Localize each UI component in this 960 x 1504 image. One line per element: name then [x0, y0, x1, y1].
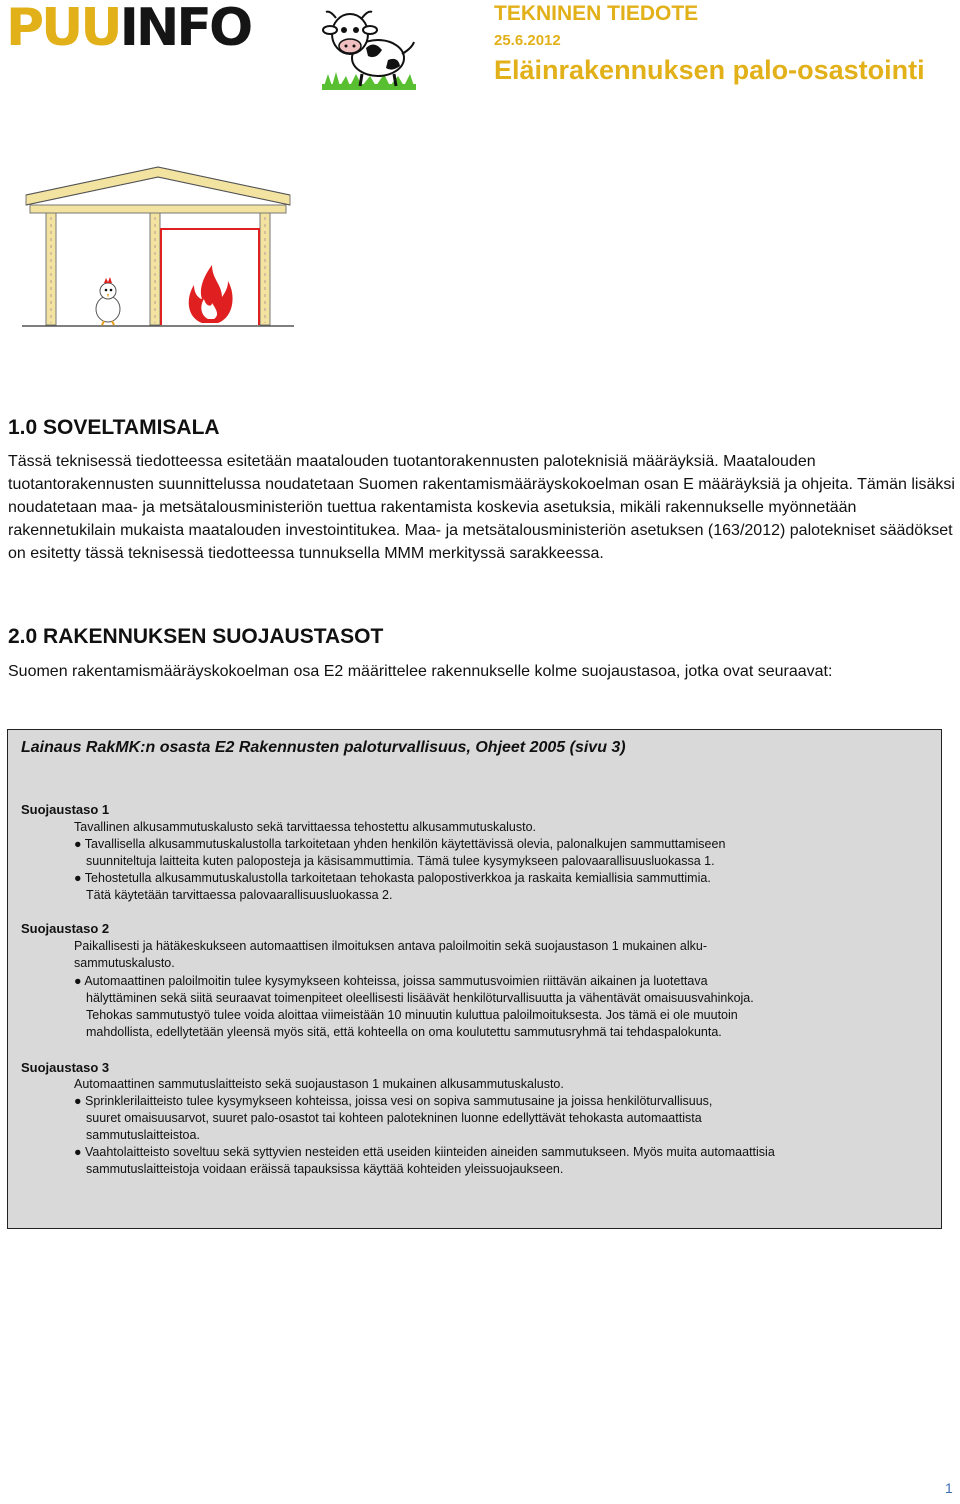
level-1-line: Tavallinen alkusammutuskalusto sekä tarvittaessa tehostettu alkusammutuskalusto. [74, 820, 537, 834]
level-2-line: hälyttäminen sekä siitä seuraavat toimenpiteet oleellisesti lisäävät henkilöturvallisuutta ja vähentävät omaisuusvahinkoja. [86, 991, 754, 1005]
level-1-line: ● Tavallisella alkusammutuskalustolla tarkoitetaan yhden henkilön käytettävissä olevia, palonalkujen sammuttamiseen [74, 837, 726, 851]
level-2-title: Suojaustaso 2 [21, 921, 110, 936]
section-2-heading: 2.0 RAKENNUKSEN SUOJAUSTASOT [8, 625, 384, 648]
document-date: 25.6.2012 [494, 32, 561, 49]
cow-mascot-icon [318, 2, 418, 96]
flame-icon [189, 265, 233, 323]
section-1-heading: 1.0 SOVELTAMISALA [8, 416, 220, 439]
quote-box [7, 729, 942, 1229]
level-3-line: ● Sprinklerilaitteisto tulee kysymykseen kohteissa, joissa vesi on sopiva sammutusaine ja joissa henkilöturvallisuus, [74, 1094, 713, 1108]
level-3-line: sammutuslaitteistoa. [86, 1128, 200, 1142]
level-1-line: Tätä käytetään tarvittaessa palovaarallisuusluokassa 2. [86, 888, 393, 902]
level-2-line: ● Automaattinen paloilmoitin tulee kysymykseen kohteissa, joissa sammutusvoimien riittävän aikainen ja luotettava [74, 974, 708, 988]
level-3-title: Suojaustaso 3 [21, 1060, 110, 1075]
section-1-paragraph: Tässä teknisessä tiedotteessa esitetään maatalouden tuotantorakennusten paloteknisiä määräyksiä. Maatalouden tuotantorakennusten suunnittelussa noudatetaan Suomen rakentamismääräyskokoelman osan E määräyksiä ja ohjeita. Tämän lisäksi noudatetaan maa- ja metsätalousministeriön tuettua rakentamista koskevia asetuksia, mikäli rakennukselle myönnetään rakennetukilain mukaista maatalouden investointitukea. Maa- ja metsätalousministeriön asetuksen (163/2012) palotekniset säädökset on esitetty tässä teknisessä tiedotteessa tunnuksella MMM merkityssä sarakkeessa. [8, 453, 955, 562]
level-3-line: suuret omaisuusarvot, suuret palo-osastot tai kohteen palotekninen luonne edellyttävät tehokasta automaattista [86, 1111, 702, 1125]
level-1-line: suunniteltuja laitteita kuten paloposteja ja käsisammuttimia. Tämä tulee kysymykseen palovaarallisuusluokassa 1. [86, 854, 715, 868]
level-3-line: Automaattinen sammutuslaitteisto sekä suojaustason 1 mukainen alkusammutuskalusto. [74, 1077, 564, 1091]
section-2-paragraph: Suomen rakentamismääräyskokoelman osa E2 määrittelee rakennukselle kolme suojaustasoa, jotka ovat seuraavat: [8, 663, 833, 680]
level-1-title: Suojaustaso 1 [21, 802, 110, 817]
level-1-line: ● Tehostetulla alkusammutuskalustolla tarkoitetaan tehokasta palopostiverkkoa ja raskaita kemiallisia sammuttimia. [74, 871, 711, 885]
level-2-line: Paikallisesti ja hätäkeskukseen automaattisen ilmoituksen antava paloilmoitin sekä suojaustason 1 mukainen alku- [74, 939, 707, 953]
barn-illustration [22, 165, 294, 330]
level-2-line: Tehokas sammutustyö tulee voida aloittaa viimeistään 10 minuutin kuluttua paloilmoituksesta. Jos tämä ei ole muutoin [86, 1008, 738, 1022]
document-title: Eläinrakennuksen palo-osastointi [494, 55, 925, 85]
level-2-line: sammutuskalusto. [74, 956, 175, 970]
chicken-icon [96, 277, 120, 325]
level-2-line: mahdollista, edellytetään yleensä myös sitä, että kohteella on oma koulutettu sammutusryhmä tai tehdaspalokunta. [86, 1025, 722, 1039]
puuinfo-logo: PUUINFO [6, 0, 251, 58]
level-3-line: sammutuslaitteistoja voidaan eräissä tapauksissa käyttää kohteiden yleissuojaukseen. [86, 1162, 564, 1176]
level-3-line: ● Vaahtolaitteisto soveltuu sekä syttyvien nesteiden että useiden kiinteiden aineiden sammutukseen. Myös muita automaattisia [74, 1145, 775, 1159]
quote-title: Lainaus RakMK:n osasta E2 Rakennusten paloturvallisuus, Ohjeet 2005 (sivu 3) [21, 739, 626, 756]
page-number: 1 [945, 1480, 953, 1496]
document-kind: TEKNINEN TIEDOTE [494, 2, 699, 25]
